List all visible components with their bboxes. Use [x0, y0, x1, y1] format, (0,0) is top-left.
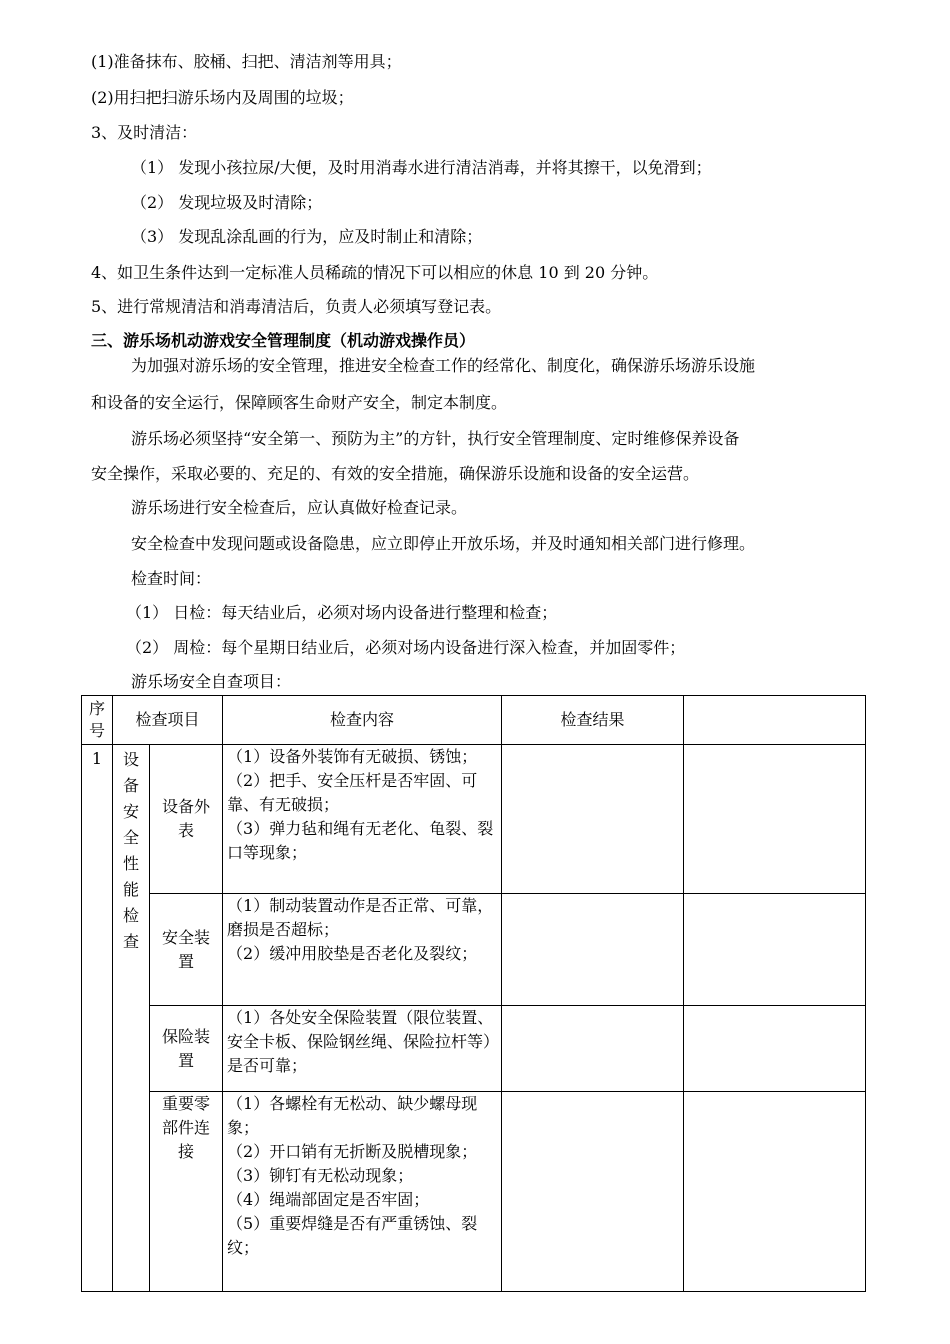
item-cell: 设备外表 [150, 745, 223, 894]
content-cell: （1）各处安全保险装置（限位装置、安全卡板、保险钢丝绳、保险拉杆等）是否可靠； [223, 1006, 502, 1092]
text-line-15: 安全检查中发现问题或设备隐患，应立即停止开放乐场，并及时通知相关部门进行修理。 [131, 534, 756, 553]
extra-cell [684, 894, 866, 1006]
table-row [82, 1092, 866, 1292]
extra-cell [684, 1092, 866, 1292]
text-line-4: （1） 发现小孩拉尿/大便，及时用消毒水进行清洁消毒，并将其擦干，以免滑到； [131, 158, 712, 177]
text-line-3: 3、及时清洁： [91, 123, 198, 142]
content-cell: （1）制动装置动作是否正常、可靠，磨损是否超标； （2）缓冲用胶垫是否老化及裂纹； [223, 894, 502, 1006]
text-line-13: 安全操作，采取必要的、充足的、有效的安全措施，确保游乐设施和设备的安全运营。 [91, 464, 700, 483]
text-line-12: 游乐场必须坚持“安全第一、预防为主”的方针，执行安全管理制度、定时维修保养设备 [131, 429, 740, 448]
text-line-2: (2)用扫把扫游乐场内及周围的垃圾； [91, 88, 354, 107]
category-label: 设备安全性能检查 [123, 750, 140, 951]
header-seq: 序号 [82, 696, 113, 745]
result-cell [502, 894, 684, 1006]
text-line-6: （3） 发现乱涂乱画的行为，应及时制止和清除； [131, 227, 483, 246]
item-cell: 安全装置 [150, 894, 223, 1006]
text-line-5: （2） 发现垃圾及时清除； [131, 193, 323, 212]
text-line-17: （1） 日检：每天结业后，必须对场内设备进行整理和检查； [126, 603, 558, 622]
content-cell: （1）设备外装饰有无破损、锈蚀； （2）把手、安全压杆是否牢固、可靠、有无破损； （3）弹力毡和绳有无老化、龟裂、裂口等现象； [223, 745, 502, 894]
text-line-10: 为加强对游乐场的安全管理，推进安全检查工作的经常化、制度化，确保游乐场游乐设施 [131, 356, 756, 375]
text-line-8: 5、进行常规清洁和消毒清洁后，负责人必须填写登记表。 [91, 297, 502, 316]
table-row [82, 894, 866, 1006]
text-line-18: （2） 周检：每个星期日结业后，必须对场内设备进行深入检查，并加固零件； [126, 638, 686, 657]
section-heading: 三、游乐场机动游戏安全管理制度（机动游戏操作员） [91, 331, 476, 350]
text-line-11: 和设备的安全运行，保障顾客生命财产安全，制定本制度。 [91, 393, 508, 412]
content-cell: （1）各螺栓有无松动、缺少螺母现象； （2）开口销有无折断及脱槽现象； （3）铆钉有无松动现象； （4）绳端部固定是否牢固； （5）重要焊缝是否有严重锈蚀、裂纹； [223, 1092, 502, 1292]
text-line-16: 检查时间： [131, 569, 212, 588]
header-item: 检查项目 [113, 696, 223, 745]
table-header-row [82, 696, 866, 745]
header-content: 检查内容 [223, 696, 502, 745]
header-result: 检查结果 [502, 696, 684, 745]
text-line-19: 游乐场安全自查项目： [131, 672, 292, 691]
table-row [82, 745, 866, 894]
category-cell [113, 745, 150, 1292]
seq-cell: 1 [82, 745, 113, 1292]
result-cell [502, 1092, 684, 1292]
inspection-table [81, 695, 866, 1292]
item-cell: 重要零部件连接 [150, 1092, 223, 1292]
extra-cell [684, 1006, 866, 1092]
result-cell [502, 745, 684, 894]
extra-cell [684, 745, 866, 894]
text-line-7: 4、如卫生条件达到一定标准人员稀疏的情况下可以相应的休息 10 到 20 分钟。 [91, 263, 659, 282]
text-line-1: (1)准备抹布、胶桶、扫把、清洁剂等用具； [91, 52, 402, 71]
header-blank [684, 696, 866, 745]
text-line-14: 游乐场进行安全检查后，应认真做好检查记录。 [131, 498, 468, 517]
result-cell [502, 1006, 684, 1092]
item-cell: 保险装置 [150, 1006, 223, 1092]
table-row [82, 1006, 866, 1092]
